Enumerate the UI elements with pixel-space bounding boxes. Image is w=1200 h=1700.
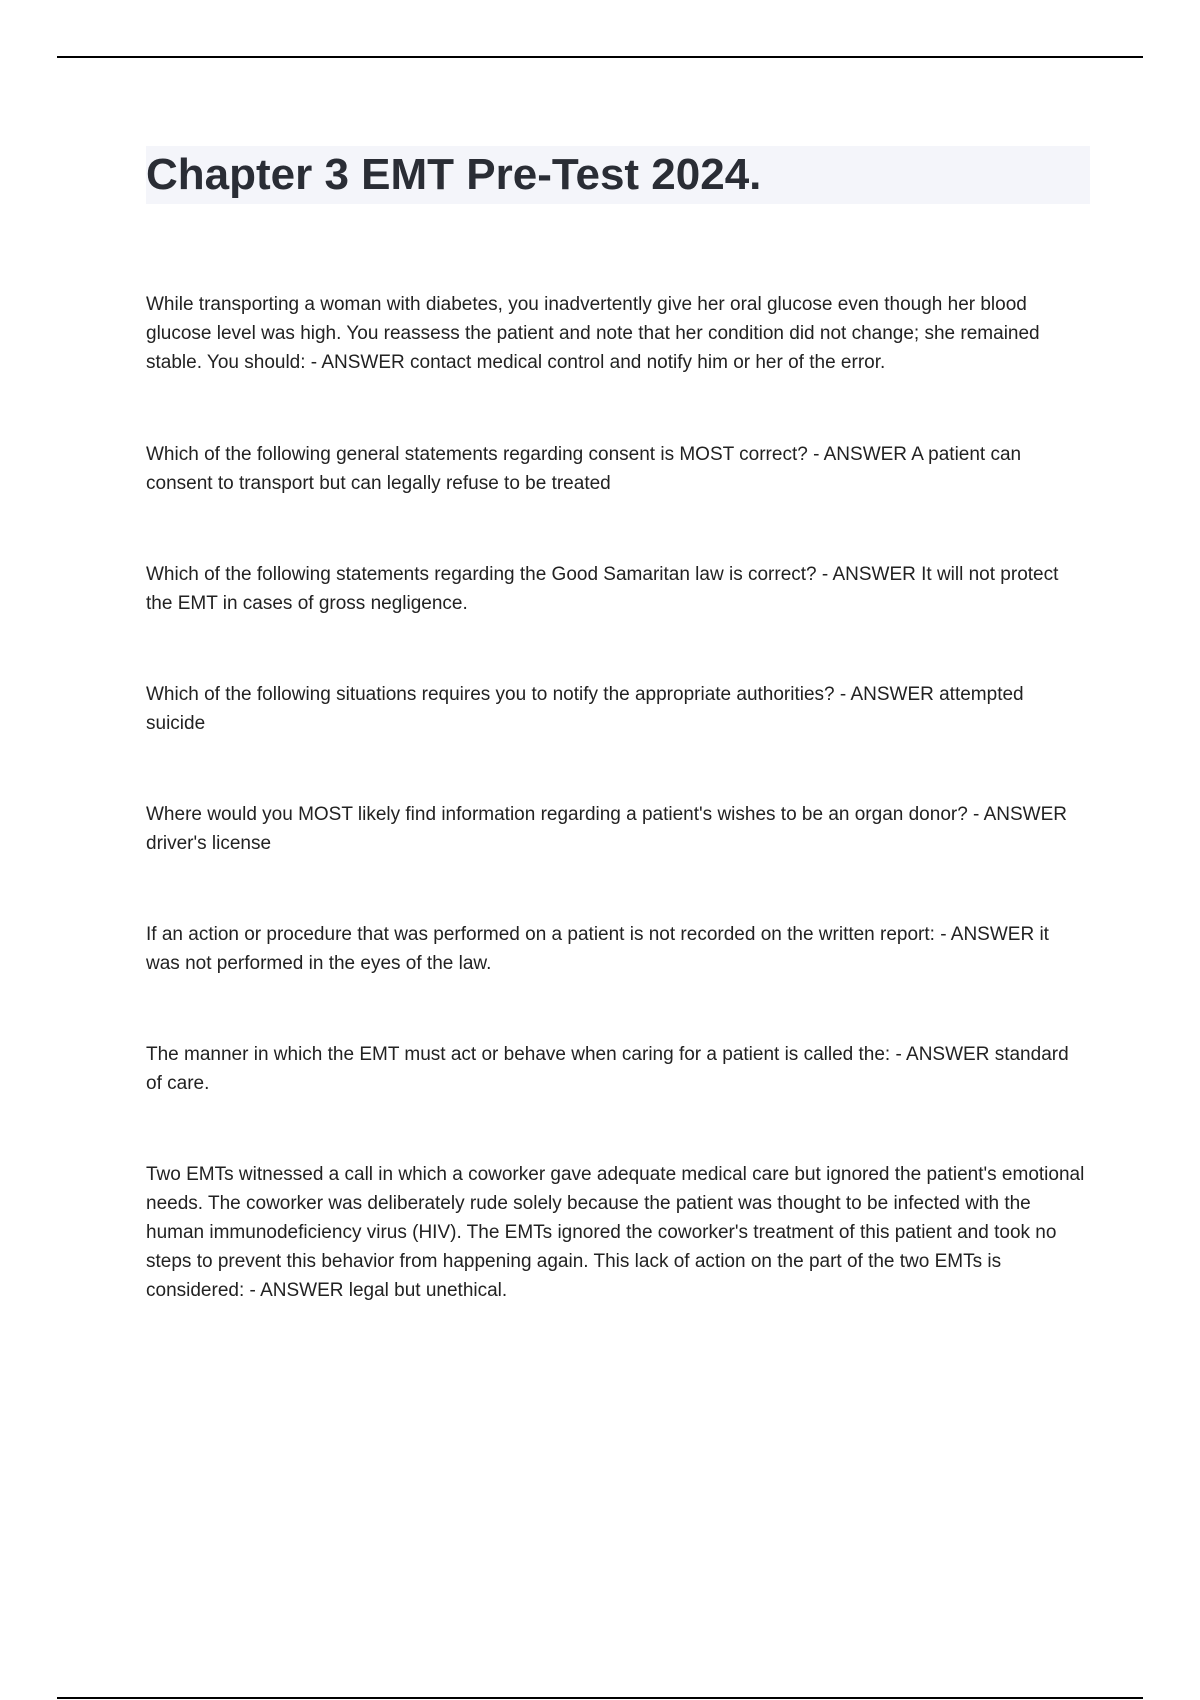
question-answer-item: If an action or procedure that was performed on a patient is not recorded on the written report: - ANSWER it was not performed in the eyes of the law.: [146, 924, 1049, 974]
question-answer-item: Which of the following statements regarding the Good Samaritan law is correct? - ANSWER It will not protect the EMT in cases of gross negligence.: [146, 564, 1059, 614]
question-answer-item: While transporting a woman with diabetes, you inadvertently give her oral glucose even though her blood glucose level was high. You reassess the patient and note that her condition did not change; she remained stable. You should: - ANSWER contact medical control and notify him or her of the error.: [146, 294, 1040, 373]
question-answer-item: Where would you MOST likely find information regarding a patient's wishes to be an organ donor? - ANSWER driver's license: [146, 804, 1068, 854]
bottom-divider: [57, 1697, 1143, 1699]
question-answer-item: The manner in which the EMT must act or behave when caring for a patient is called the: - ANSWER standard of care.: [146, 1044, 1069, 1094]
page-title: Chapter 3 EMT Pre-Test 2024.: [146, 150, 762, 199]
question-answer-item: Which of the following general statements regarding consent is MOST correct? - ANSWER A patient can consent to transport but can legally refuse to be treated: [146, 444, 1022, 494]
top-divider: [57, 56, 1143, 58]
question-answer-item: Which of the following situations requires you to notify the appropriate authorities? - ANSWER attempted suicide: [146, 684, 1024, 734]
question-answer-item: Two EMTs witnessed a call in which a coworker gave adequate medical care but ignored the patient's emotional needs. The coworker was deliberately rude solely because the patient was thought to be infected with the human immunodeficiency virus (HIV). The EMTs ignored the coworker's treatment of this patient and took no steps to prevent this behavior from happening again. This lack of action on the part of the two EMTs is considered: - ANSWER legal but unethical.: [146, 1164, 1085, 1301]
